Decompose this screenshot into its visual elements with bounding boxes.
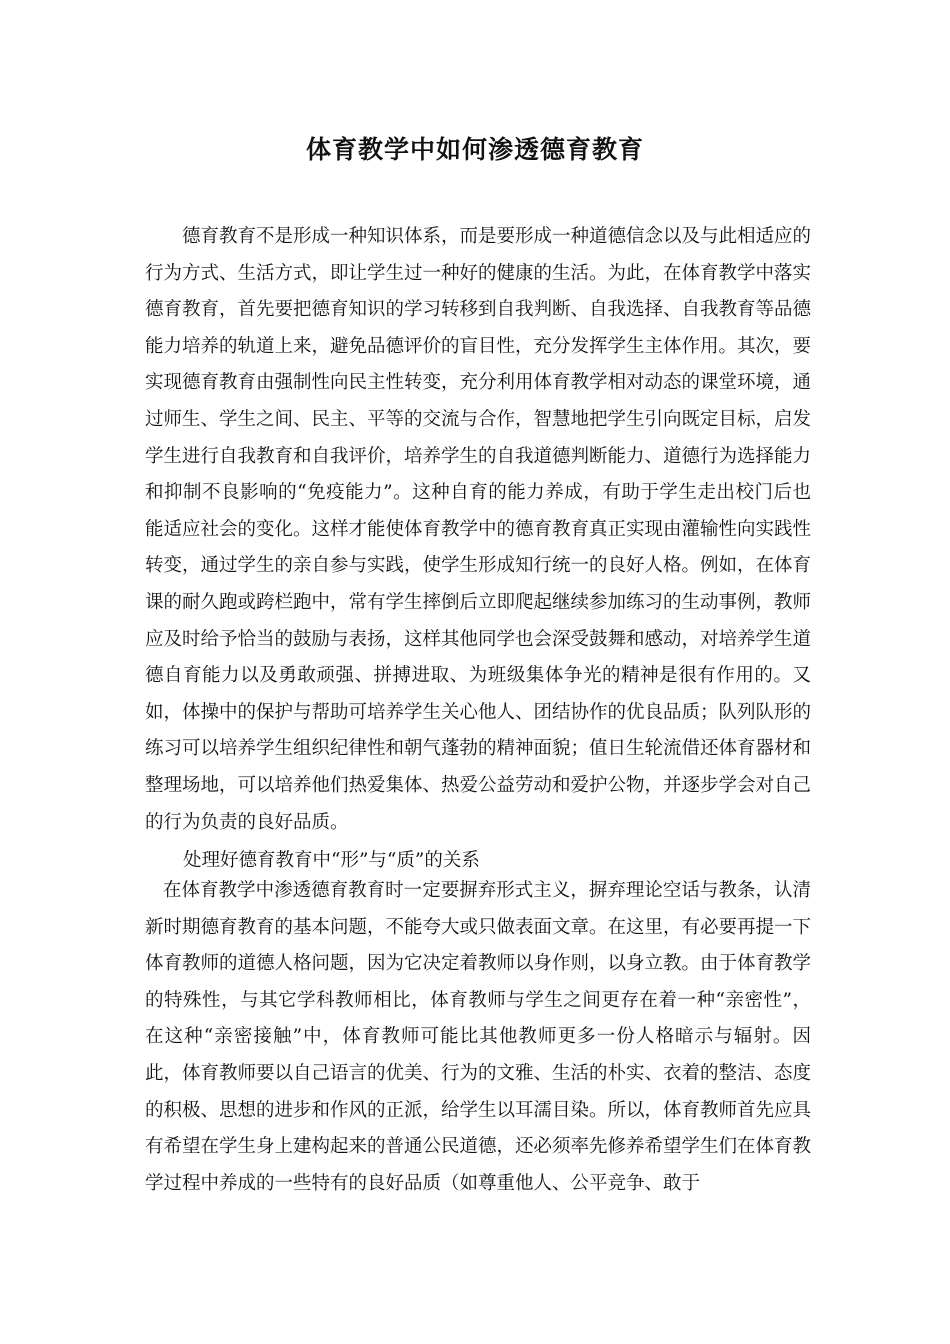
- body-paragraph-1: 德育教育不是形成一种知识体系，而是要形成一种道德信念以及与此相适应的行为方式、生活方式，即让学生过一种好的健康的生活。为此，在体育教学中落实德育教育，首先要把德育知识的学习转移到自我判断、自我选择、自我教育等品德能力培养的轨道上来，避免品德评价的盲目性，充分发挥学生主体作用。其次，要实现德育教育由强制性向民主性转变，充分利用体育教学相对动态的课堂环境，通过师生、学生之间、民主、平等的交流与合作，智慧地把学生引向既定目标，启发学生进行自我教育和自我评价，培养学生的自我道德判断能力、道德行为选择能力和抑制不良影响的“免疫能力”。这种自育的能力养成，有助于学生走出校门后也能适应社会的变化。这样才能使体育教学中的德育教育真正实现由灌输性向实践性转变，通过学生的亲自参与实践，使学生形成知行统一的良好人格。例如，在体育课的耐久跑或跨栏跑中，常有学生摔倒后立即爬起继续参加练习的生动事例，教师应及时给予恰当的鼓励与表扬，这样其他同学也会深受鼓舞和感动，对培养学生道德自育能力以及勇敢顽强、拼搏进取、为班级集体争光的精神是很有作用的。又如，体操中的保护与帮助可培养学生关心他人、团结协作的优良品质；队列队形的练习可以培养学生组织纪律性和朝气蓬勃的精神面貌；值日生轮流借还体育器材和整理场地，可以培养他们热爱集体、热爱公益劳动和爱护公物，并逐步学会对自己的行为负责的良好品质。: [145, 226, 812, 833]
- section-subheading: 处理好德育教育中“形”与“质”的关系: [183, 850, 480, 871]
- document-title: 体育教学中如何渗透德育教育: [305, 135, 644, 164]
- body-paragraph-2: 在体育教学中渗透德育教育时一定要摒弃形式主义，摒弃理论空话与教条，认清新时期德育教育的基本问题，不能夸大或只做表面文章。在这里，有必要再提一下体育教师的道德人格问题，因为它决定着教师以身作则，以身立教。由于体育教学的特殊性，与其它学科教师相比，体育教师与学生之间更存在着一种“亲密性”，在这种“亲密接触”中，体育教师可能比其他教师更多一份人格暗示与辐射。因此，体育教师要以自己语言的优美、行为的文雅、生活的朴实、衣着的整洁、态度的积极、思想的进步和作风的正派，给学生以耳濡目染。所以，体育教师首先应具有希望在学生身上建构起来的普通公民道德，还必须率先修养希望学生们在体育教学过程中养成的一些特有的良好品质（如尊重他人、公平竞争、敢于: [145, 880, 812, 1194]
